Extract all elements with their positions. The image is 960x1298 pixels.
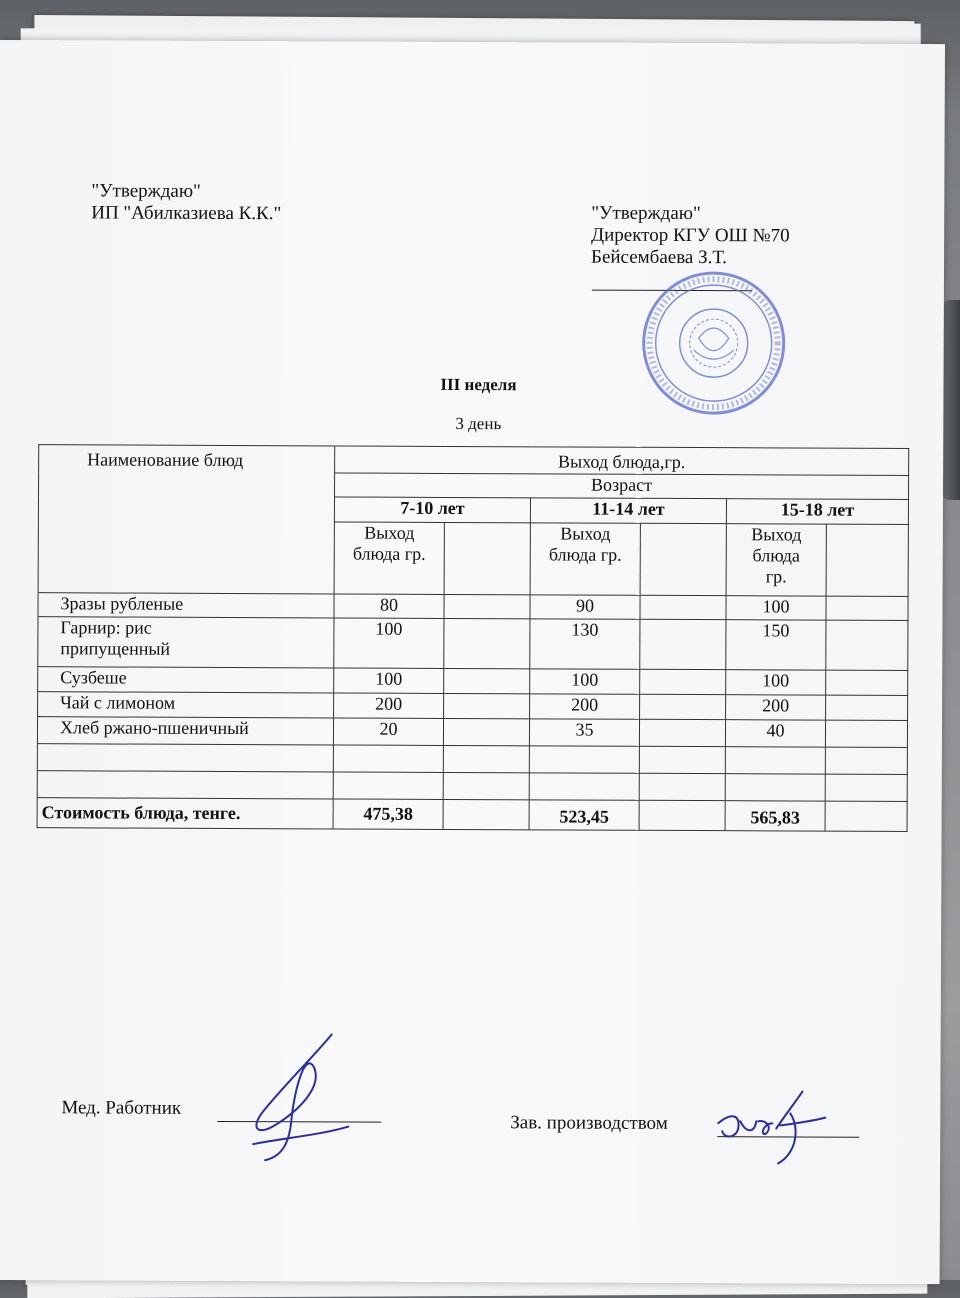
approval-left-line2: ИП "Абилказиева К.К.": [91, 202, 282, 225]
empty-cell: [639, 746, 725, 773]
table-row: [38, 667, 908, 696]
approval-left-line1: "Утверждаю": [91, 180, 201, 202]
dish-value: 20: [333, 718, 443, 745]
approval-block-left: [91, 180, 281, 225]
dish-value: 40: [725, 720, 825, 747]
sub-header: Выход блюда гр.: [334, 522, 444, 594]
age-group-header: 15-18 лет: [726, 499, 908, 525]
empty-cell: [443, 745, 529, 772]
output-header: Выход блюда,гр.: [335, 446, 909, 476]
empty-cell: [444, 668, 530, 693]
empty-cell: [825, 774, 907, 801]
approval-block-right: [591, 203, 790, 270]
dish-name: Гарнир: рис припущенный: [38, 617, 334, 668]
dish-value: 80: [334, 594, 444, 618]
dish-value: 150: [726, 620, 826, 670]
table-row-empty: [37, 771, 907, 802]
day-title: 3 день: [455, 413, 502, 434]
age-group-header: 7-10 лет: [334, 497, 530, 523]
dish-value: 100: [334, 668, 444, 693]
empty-cell: [444, 594, 530, 618]
med-worker-label: Мед. Работник: [61, 1097, 182, 1119]
menu-table: [37, 444, 910, 832]
age-group-header: 11-14 лет: [530, 498, 726, 524]
total-row: [37, 798, 907, 832]
empty-cell: [639, 773, 725, 800]
empty-cell: [640, 694, 726, 719]
name-column-header: Наименование блюд: [38, 445, 335, 594]
approval-right-line3: Бейсембаева З.Т.: [591, 246, 727, 269]
dish-name: Хлеб ржано-пшеничный: [37, 717, 333, 745]
table-row-empty: [37, 744, 907, 775]
document-page: [0, 40, 945, 1284]
dish-value: 200: [530, 694, 640, 719]
dish-value: 100: [726, 670, 826, 695]
empty-cell: [529, 746, 639, 773]
empty-cell: [725, 747, 825, 774]
empty-cell: [826, 620, 908, 670]
background-object: [942, 300, 960, 500]
dish-value: 100: [726, 596, 826, 620]
dish-value: 200: [334, 693, 444, 718]
empty-cell: [443, 718, 529, 745]
empty-cell: [443, 799, 529, 829]
empty-cell: [37, 744, 333, 772]
dish-value: 100: [530, 669, 640, 694]
empty-cell: [640, 669, 726, 694]
empty-cell: [826, 596, 908, 620]
zav-signature: [710, 1083, 830, 1174]
dish-value: 200: [726, 695, 826, 720]
week-title: III неделя: [440, 374, 517, 395]
dish-value: 90: [530, 595, 640, 619]
empty-cell: [37, 771, 333, 799]
empty-cell: [640, 595, 726, 619]
approval-right-line1: "Утверждаю": [591, 202, 701, 225]
empty-cell: [333, 772, 443, 799]
empty-cell: [444, 618, 530, 668]
total-value: 523,45: [529, 800, 639, 830]
empty-cell: [443, 772, 529, 799]
dish-value: 130: [530, 619, 640, 669]
dish-value: 35: [529, 719, 639, 746]
empty-cell: [725, 774, 825, 801]
dish-name: Сузбеше: [38, 667, 334, 693]
age-header: Возраст: [335, 473, 909, 500]
empty-cell: [639, 800, 725, 830]
empty-cell: [826, 670, 908, 695]
table-row: [37, 717, 907, 748]
empty-cell: [825, 720, 907, 747]
empty-cell: [826, 524, 908, 596]
empty-cell: [825, 801, 907, 831]
table-row: [38, 692, 908, 721]
dish-value: 100: [334, 618, 444, 668]
dish-name: Чай с лимоном: [38, 692, 334, 718]
empty-cell: [825, 747, 907, 774]
total-label: Стоимость блюда, тенге.: [37, 798, 333, 829]
med-signature: [243, 1026, 354, 1166]
approval-right-line2: Директор КГУ ОШ №70: [591, 224, 790, 247]
total-value: 565,83: [725, 801, 825, 831]
empty-cell: [639, 719, 725, 746]
production-manager-label: Зав. производством: [510, 1112, 668, 1134]
sub-header: Выход блюда гр.: [530, 523, 640, 595]
empty-cell: [640, 619, 726, 669]
dish-name: Зразы рубленые: [38, 593, 334, 618]
table-row: [38, 617, 908, 671]
empty-cell: [529, 773, 639, 800]
empty-cell: [333, 745, 443, 772]
total-value: 475,38: [333, 799, 443, 829]
empty-cell: [640, 523, 726, 595]
empty-cell: [444, 693, 530, 718]
empty-cell: [444, 522, 530, 594]
empty-cell: [826, 695, 908, 720]
sub-header: Выход блюда гр.: [726, 524, 826, 596]
